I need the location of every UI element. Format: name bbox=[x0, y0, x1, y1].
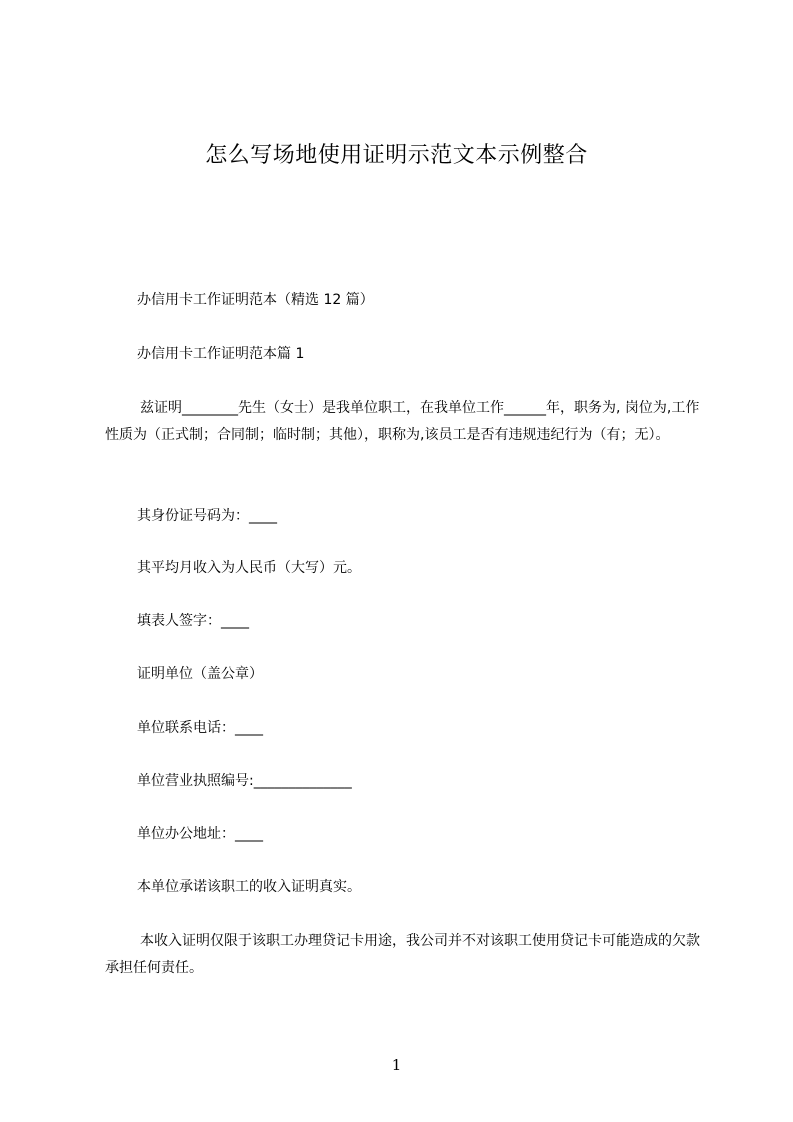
paragraph-office-address: 单位办公地址：____ bbox=[137, 826, 263, 842]
paragraph-unit-phone: 单位联系电话：____ bbox=[137, 720, 263, 736]
paragraph-business-license: 单位营业执照编号:______________ bbox=[137, 773, 352, 789]
document-title: 怎么写场地使用证明示范文本示例整合 bbox=[205, 143, 588, 168]
paragraph-certification-body: 兹证明________先生（女士）是我单位职工，在我单位工作______年，职务为, 岗位为,工作性质为（正式制；合同制；临时制；其他），职称为,该员工是否有违规违纪行为（有；无）。 bbox=[105, 400, 700, 443]
page-number: 1 bbox=[391, 1056, 402, 1074]
paragraph-id-number: 其身份证号码为：____ bbox=[137, 508, 277, 524]
paragraph-commitment: 本单位承诺该职工的收入证明真实。 bbox=[137, 879, 361, 895]
paragraph-disclaimer: 本收入证明仅限于该职工办理贷记卡用途，我公司并不对该职工使用贷记卡可能造成的欠款承担任何责任。 bbox=[105, 933, 700, 976]
paragraph-heading: 办信用卡工作证明范本（精选 12 篇） bbox=[137, 292, 374, 308]
paragraph-certifying-unit: 证明单位（盖公章） bbox=[137, 666, 263, 682]
paragraph-monthly-income: 其平均月收入为人民币（大写）元。 bbox=[137, 560, 361, 576]
paragraph-filler-signature: 填表人签字：____ bbox=[137, 613, 249, 629]
paragraph-section-title: 办信用卡工作证明范本篇 1 bbox=[137, 346, 305, 362]
